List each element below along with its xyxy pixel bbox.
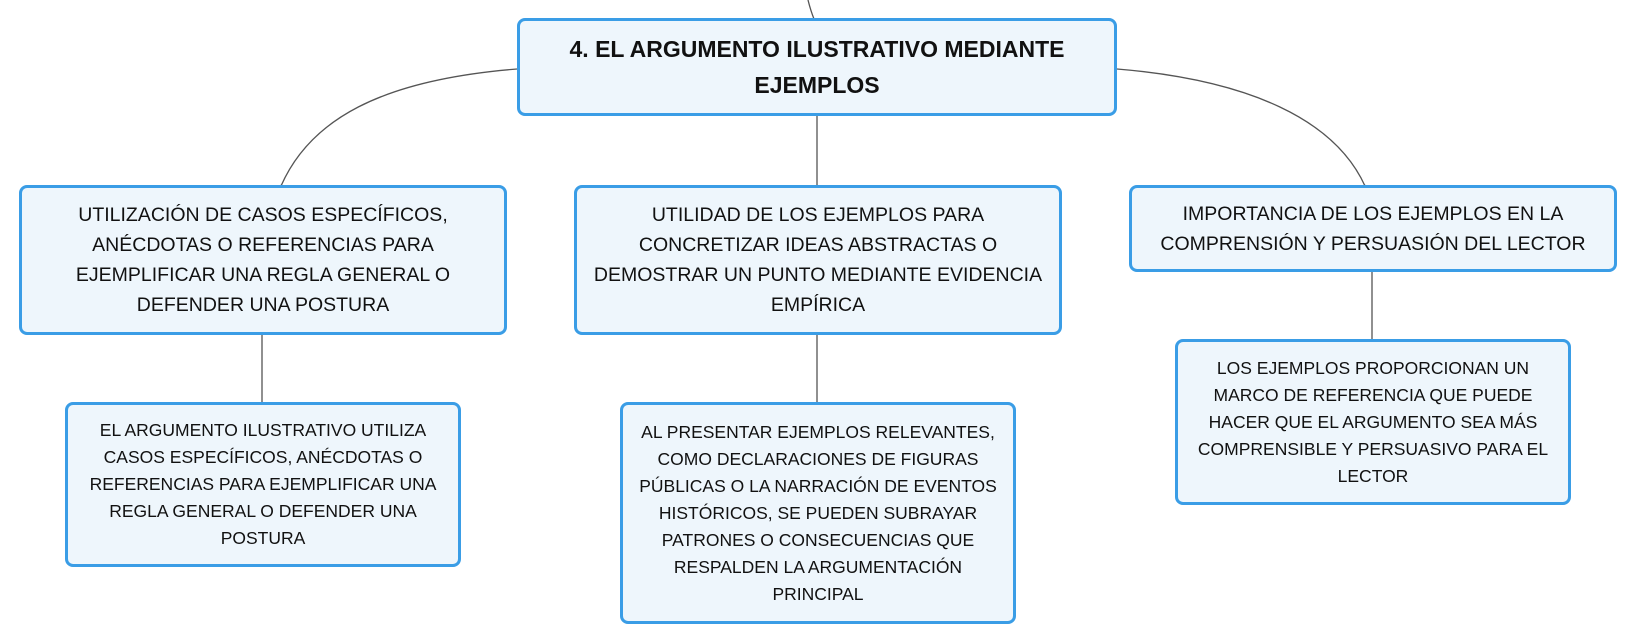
subtopic-label: LOS EJEMPLOS PROPORCIONAN UN MARCO DE REFERENCIA QUE PUEDE HACER QUE EL ARGUMENTO SEA MÁS COMPRENSIBLE Y PERSUASIVO PARA EL LECTOR: [1197, 357, 1549, 486]
connector-root-to-topic-3: [1117, 69, 1365, 186]
central-topic-label: 4. EL ARGUMENTO ILUSTRATIVO MEDIANTE EJEMPLOS: [569, 36, 1065, 98]
topic-label: IMPORTANCIA DE LOS EJEMPLOS EN LA COMPRENSIÓN Y PERSUASIÓN DEL LECTOR: [1160, 202, 1586, 255]
connector-root-to-topic-1: [281, 69, 517, 186]
central-topic-node[interactable]: [517, 18, 1117, 116]
subtopic-label: AL PRESENTAR EJEMPLOS RELEVANTES, COMO DECLARACIONES DE FIGURAS PÚBLICAS O LA NARRACIÓN DE EVENTOS HISTÓRICOS, SE PUEDEN SUBRAYAR PATRONES O CONSECUENCIAS QUE RESPALDEN LA ARGUMENTACIÓN PRINCIPAL: [639, 421, 997, 604]
topic-label: UTILIDAD DE LOS EJEMPLOS PARA CONCRETIZAR IDEAS ABSTRACTAS O DEMOSTRAR UN PUNTO MEDIANTE EVIDENCIA EMPÍRICA: [593, 204, 1043, 316]
connector-parent-to-root: [808, 0, 814, 19]
topic-node-utilidad-ejemplos[interactable]: [574, 185, 1062, 335]
topic-label: UTILIZACIÓN DE CASOS ESPECÍFICOS, ANÉCDOTAS O REFERENCIAS PARA EJEMPLIFICAR UNA REGLA GENERAL O DEFENDER UNA POSTURA: [75, 204, 451, 316]
subtopic-node-ejemplos-relevantes[interactable]: [620, 402, 1016, 624]
topic-node-importancia-ejemplos[interactable]: [1129, 185, 1617, 272]
subtopic-label: EL ARGUMENTO ILUSTRATIVO UTILIZA CASOS ESPECÍFICOS, ANÉCDOTAS O REFERENCIAS PARA EJEMPLIFICAR UNA REGLA GENERAL O DEFENDER UNA POSTURA: [89, 420, 437, 548]
topic-node-casos-especificos[interactable]: [19, 185, 507, 335]
subtopic-node-marco-referencia[interactable]: [1175, 339, 1571, 505]
subtopic-node-argumento-ilustrativo[interactable]: [65, 402, 461, 567]
